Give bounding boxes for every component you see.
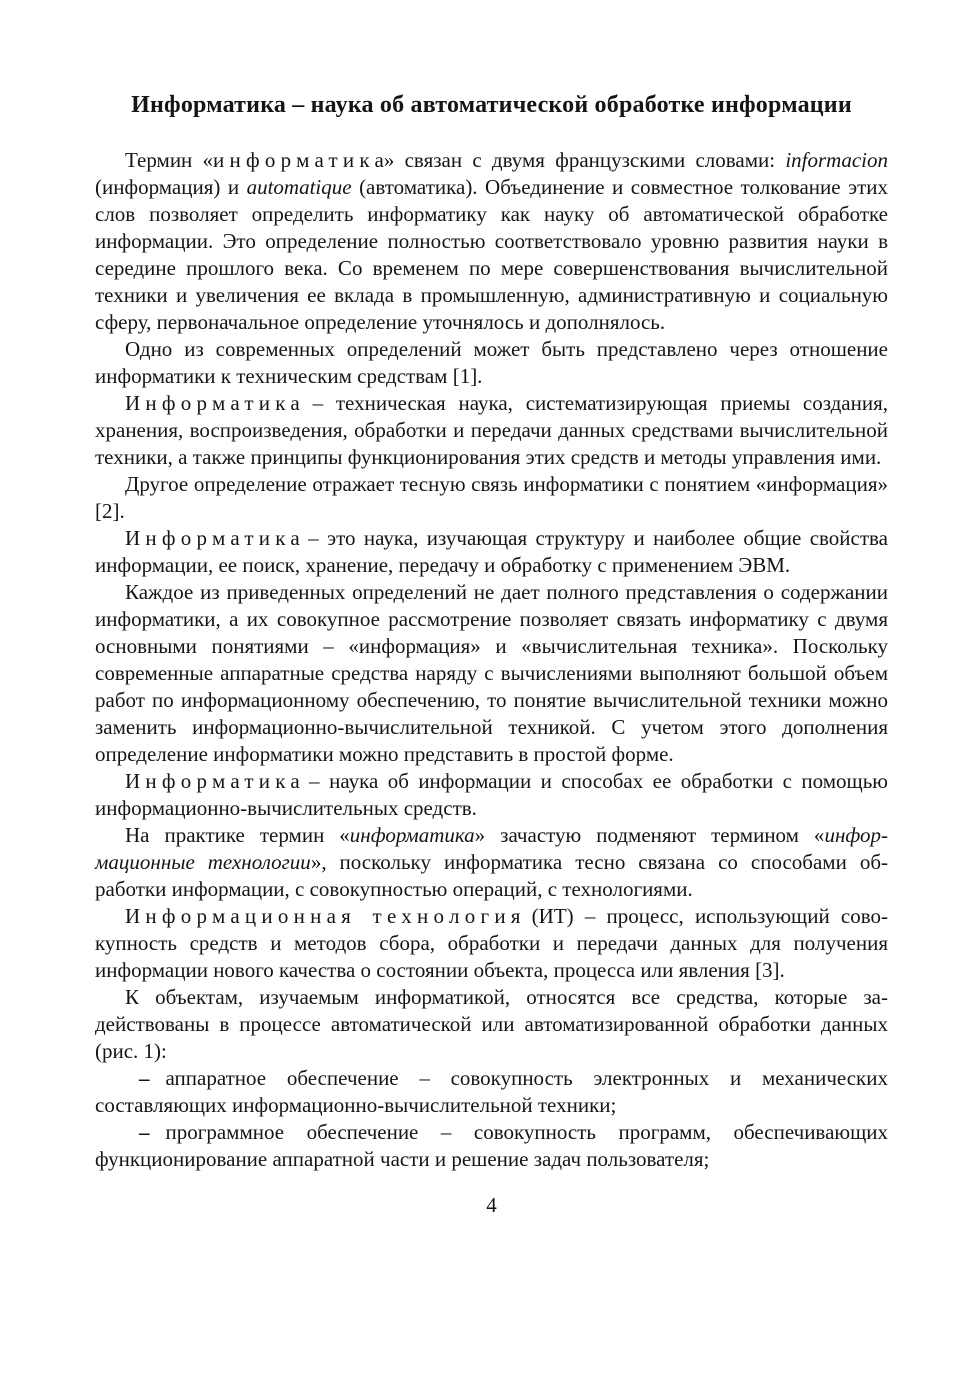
text-run: информатика (213, 148, 390, 172)
text-run: » связан с двумя французскими словами: (383, 148, 786, 172)
text-run: Другое определение отражает тесную связь информатики с понятием «информация» [2]. (95, 472, 888, 523)
list-item (95, 1065, 888, 1119)
text-run: (автоматика). Объединение и совместное толкование этих слов позволяет определить информатику как науку об автоматической обработке информации. Это определение полностью соответствовало уровню развития науки в середине прошлого века. Со временем по мере совершенствования вычислительной техники и увеличения ее вклада в промышленную, административную и социальную сферу, первоначальное определение уточнялось и дополнялось. (95, 175, 888, 334)
document-body (95, 147, 888, 1173)
paragraph (95, 822, 888, 903)
text-run: automatique (246, 175, 352, 199)
text-run: – техническая наука, систематизирующая приемы создания, хранения, воспроизведения, обработки и передачи данных средствами вычислительной техники, а также принципы функционирования этих средств и методы управления ими. (95, 391, 888, 469)
dash-bullet-marker: – (139, 1120, 150, 1144)
text-run: аппаратное обеспечение – совокупность электронных и механических составляющих информационно-вычислительной техники; (95, 1066, 888, 1117)
text-run: – наука об информации и способах ее обработки с помощью информационно-вычислительных средств. (95, 769, 888, 820)
paragraph (95, 336, 888, 390)
text-run: Информационная технология (125, 904, 526, 928)
text-run: информатика (349, 823, 475, 847)
paragraph (95, 471, 888, 525)
text-run: Каждое из приведенных определений не дает полного представления о содержании информатики, а их совокупное рассмотрение позволяет связать информатику с двумя основными понятиями – «информация» и «вычислительная техника». Поскольку современные аппаратные средства наряду с вычислениями выполняют большой объем работ по информационному обеспечению, то понятие вычислительной техники можно заменить информационно-вычислительной техникой. С учетом этого дополнения определение информатики можно представить в простой форме. (95, 580, 888, 766)
paragraph (95, 147, 888, 336)
paragraph (95, 579, 888, 768)
text-run: Термин « (125, 148, 214, 172)
paragraph (95, 525, 888, 579)
text-run: программное обеспечение – совокупность программ, обеспечивающих функционирование аппаратной части и решение задач пользователя; (95, 1120, 888, 1171)
paragraph (95, 903, 888, 984)
paragraph (95, 984, 888, 1065)
text-run: (информация) и (95, 175, 247, 199)
text-run: – это наука, изучающая структуру и наиболее общие свойства информации, ее поиск, хранение, передачу и обработку с применением ЭВМ. (95, 526, 888, 577)
text-run: », поскольку информатика тесно связана со способами обработки информации, с совокупностью операций, с технологиями. (95, 850, 889, 901)
text-run: К объектам, изучаемым информатикой, относятся все средства, которые задействованы в процессе автоматической или автоматизированной обработки данных (рис. 1): (95, 985, 888, 1063)
text-run: (ИТ) – процесс, использующий совокупность средств и методов сбора, обработки и передачи данных для получения информации нового качества о состоянии объекта, процесса или явления [3]. (95, 904, 888, 982)
text-run: На практике термин « (125, 823, 350, 847)
text-run: информационные технологии (95, 823, 888, 874)
text-run: Информатика (125, 526, 305, 550)
paragraph (95, 768, 888, 822)
document-title: Информатика – наука об автоматической обработке информации (131, 92, 852, 118)
dash-bullet-marker: – (139, 1066, 150, 1090)
list-item (95, 1119, 888, 1173)
text-run: Одно из современных определений может быть представлено через отношение информатики к техническим средствам [1]. (95, 337, 888, 388)
text-run: » зачастую подменяют термином « (474, 823, 825, 847)
text-run: Информатика (125, 769, 305, 793)
paragraph (95, 390, 888, 471)
page-number: 4 (486, 1193, 497, 1217)
text-run: informacion (785, 148, 888, 172)
text-run: Информатика (125, 391, 305, 415)
